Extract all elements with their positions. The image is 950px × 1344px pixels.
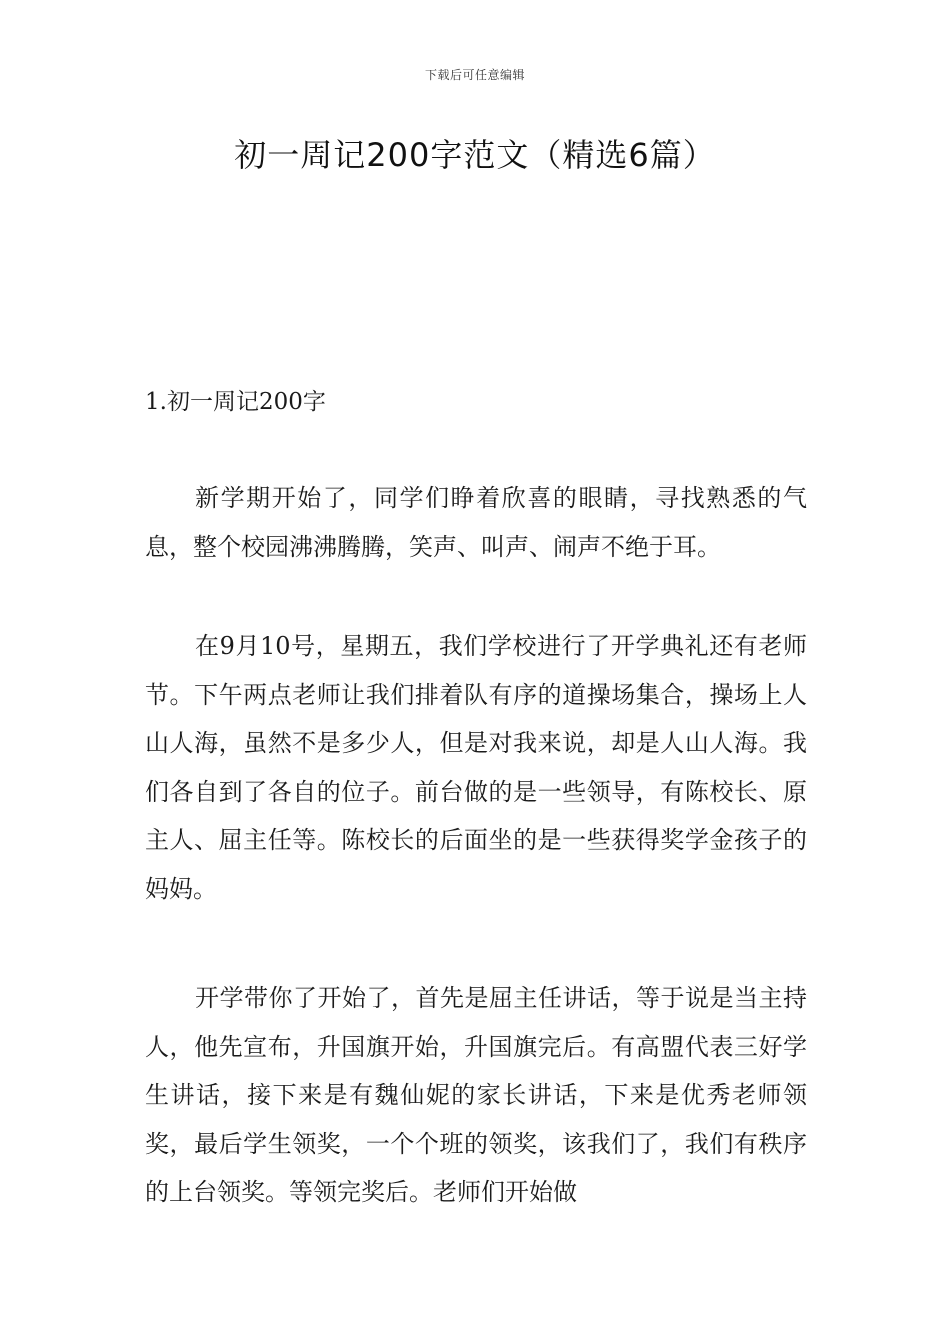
paragraph-3: 开学带你了开始了，首先是屈主任讲话，等于说是当主持人，他先宣布，升国旗开始，升国旗完后。有高盟代表三好学生讲话，接下来是有魏仙妮的家长讲话，下来是优秀老师领奖，最后学生领奖，一个个班的领奖，该我们了，我们有秩序的上台领奖。等领完奖后。老师们开始做 xyxy=(145,984,807,1206)
document-title: 初一周记200字范文（精选6篇） xyxy=(234,136,716,174)
paragraph-2: 在9月10号，星期五，我们学校进行了开学典礼还有老师节。下午两点老师让我们排着队有序的道操场集合，操场上人山人海，虽然不是多少人，但是对我来说，却是人山人海。我们各自到了各自的位子。前台做的是一些领导，有陈校长、原主人、屈主任等。陈校长的后面坐的是一些获得奖学金孩子的妈妈。 xyxy=(145,632,807,903)
paragraph-1: 新学期开始了，同学们睁着欣喜的眼睛，寻找熟悉的气息，整个校园沸沸腾腾，笑声、叫声、闹声不绝于耳。 xyxy=(145,484,807,561)
header-note: 下载后可任意编辑 xyxy=(424,68,525,82)
section-heading: 1.初一周记200字 xyxy=(145,389,326,415)
